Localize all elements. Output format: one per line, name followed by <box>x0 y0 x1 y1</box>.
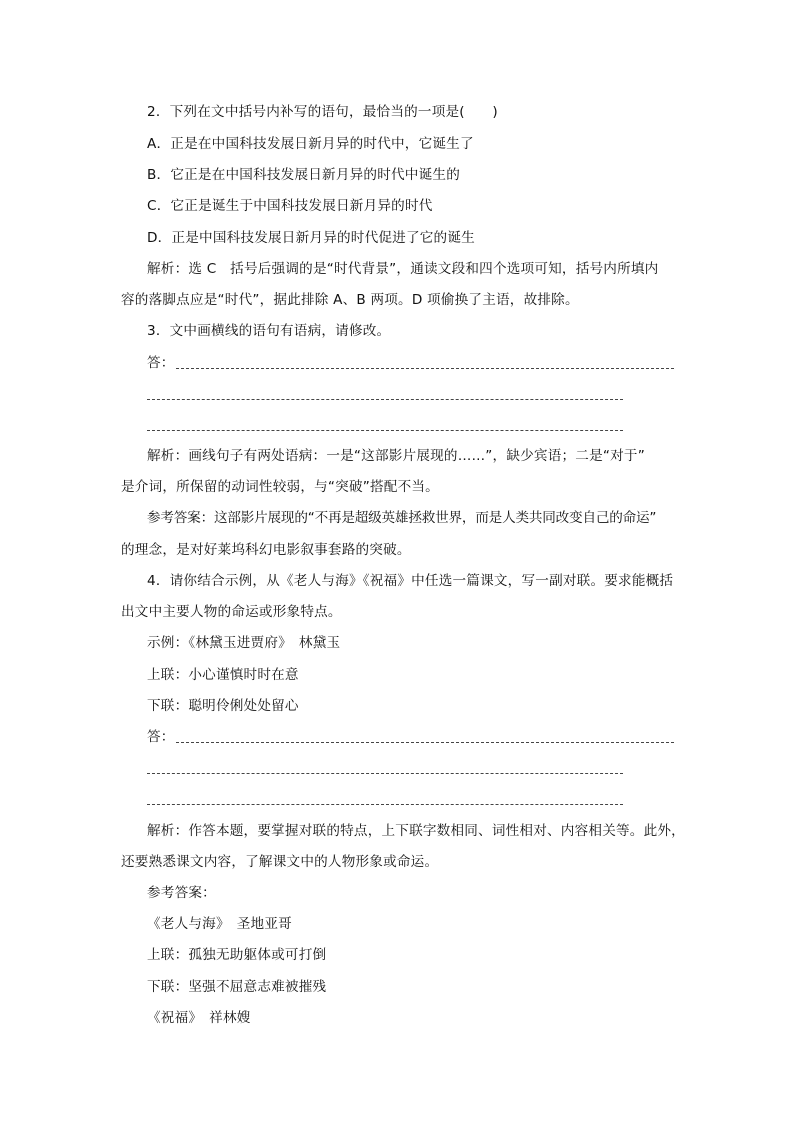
q4-answer-line-3 <box>147 804 623 805</box>
q3-reference-line1: 参考答案：这部影片展现的“不再是超级英雄拯救世界，而是人类共同改变自己的命运” <box>147 510 657 526</box>
q3-analysis-line2: 是介词，所保留的动词性较弱，与“突破”搭配不当。 <box>121 479 439 495</box>
q2-option-a: A．正是在中国科技发展日新月异的时代中，它诞生了 <box>147 136 474 152</box>
q2-analysis-line2: 容的落脚点应是“时代”，据此排除 A、B 两项。D 项偷换了主语，故排除。 <box>121 292 579 308</box>
q4-answer-line-1 <box>176 742 674 743</box>
q3-stem: 3．文中画横线的语句有语病，请修改。 <box>147 323 391 339</box>
q3-answer-line-3 <box>147 430 623 431</box>
q4-analysis-line2: 还要熟悉课文内容，了解课文中的人物形象或命运。 <box>121 854 439 870</box>
q4-analysis-line1: 解析：作答本题，要掌握对联的特点，上下联字数相同、词性相对、内容相关等。此外， <box>147 823 685 839</box>
q4-answer-label: 答： <box>147 729 175 745</box>
q2-option-d: D．正是中国科技发展日新月异的时代促进了它的诞生 <box>147 230 475 246</box>
q3-analysis-line1: 解析：画线句子有两处语病：一是“这部影片展现的……”，缺少宾语；二是“对于” <box>147 448 645 464</box>
q2-stem: 2．下列在文中括号内补写的语句，最恰当的一项是( ) <box>147 104 498 120</box>
q4-answer-line-2 <box>147 773 623 774</box>
q3-answer-line-1 <box>176 368 674 369</box>
q2-option-c: C．它正是诞生于中国科技发展日新月异的时代 <box>147 198 433 214</box>
q4-example-upper: 上联：小心谨慎时时在意 <box>147 667 299 683</box>
q2-analysis-line1: 解析：选 C 括号后强调的是“时代背景”，通读文段和四个选项可知，括号内所填内 <box>147 261 659 277</box>
q3-answer-line-2 <box>147 399 623 400</box>
q2-option-b: B．它正是在中国科技发展日新月异的时代中诞生的 <box>147 167 460 183</box>
q3-reference-line2: 的理念，是对好莱坞科幻电影叙事套路的突破。 <box>121 542 411 558</box>
q4-ref1-lower: 下联：坚强不屈意志难被摧残 <box>147 979 327 995</box>
q4-stem-line2: 出文中主要人物的命运或形象特点。 <box>121 604 342 620</box>
q4-stem-line1: 4．请你结合示例，从《老人与海》《祝福》中任选一篇课文，写一副对联。要求能概括 <box>147 573 674 589</box>
q4-ref2-title: 《祝福》 祥林嫂 <box>147 1010 251 1026</box>
q3-answer-label: 答： <box>147 355 175 371</box>
q4-ref1-upper: 上联：孤独无助躯体或可打倒 <box>147 947 327 963</box>
q4-example-lower: 下联：聪明伶俐处处留心 <box>147 698 299 714</box>
q4-reference-label: 参考答案： <box>147 885 216 901</box>
q4-example: 示例：《林黛玉进贾府》 林黛玉 <box>147 635 341 651</box>
q4-ref1-title: 《老人与海》 圣地亚哥 <box>147 916 292 932</box>
